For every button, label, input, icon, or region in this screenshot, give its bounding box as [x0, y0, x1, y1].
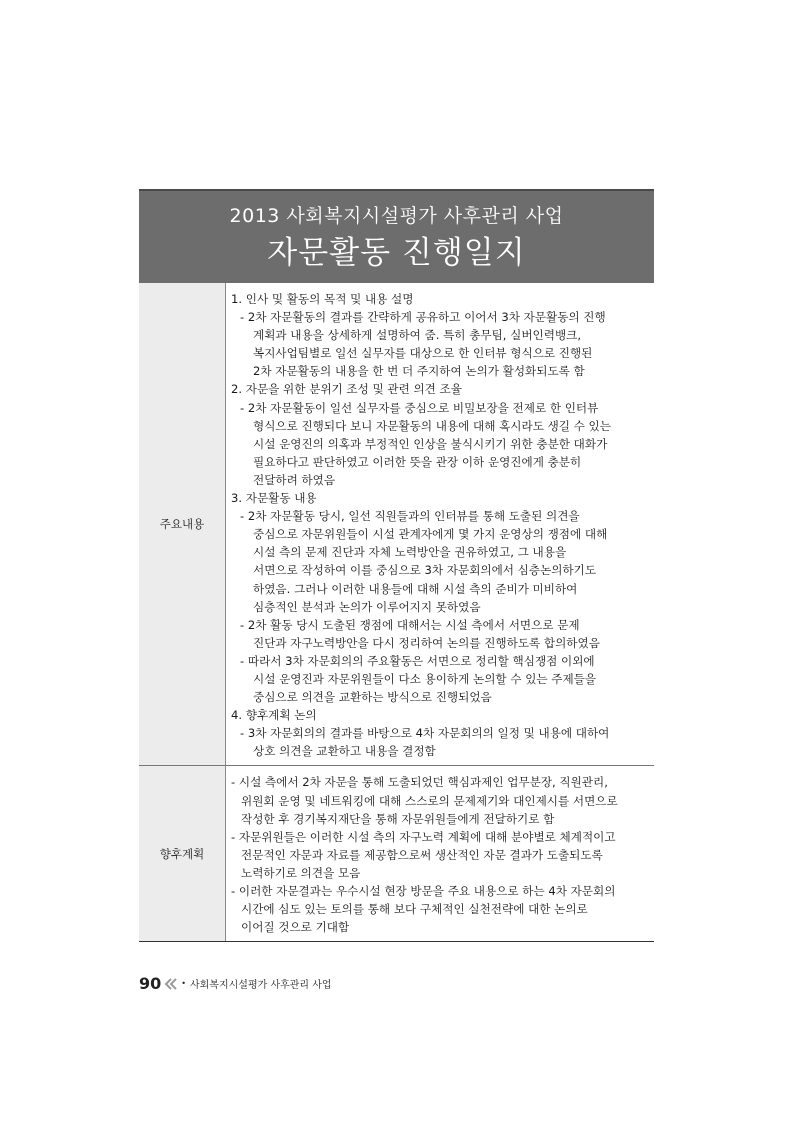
bullet-line: - 2차 자문활동이 일선 실무자를 중심으로 비밀보장을 전제로 한 인터뷰 [240, 400, 599, 415]
continuation-line: 시설 측의 문제 진단과 자체 노력방안을 권유하였고, 그 내용을 [253, 545, 567, 560]
continuation-line: 중심으로 자문위원들이 시설 관계자에게 몇 가지 운영상의 쟁점에 대해 [253, 527, 608, 542]
continuation-line: 시간에 심도 있는 토의를 통해 보다 구체적인 실천전략에 대한 논의로 [241, 902, 588, 917]
section-heading-line: 4. 향후계획 논의 [231, 708, 317, 723]
continuation-line: 진단과 자구노력방안을 다시 정리하여 논의를 진행하도록 합의하였음 [253, 635, 600, 650]
continuation-line: 필요하다고 판단하였고 이러한 뜻을 관장 이하 운영진에게 충분히 [253, 454, 582, 469]
continuation-line: 전문적인 자문과 자료를 제공함으로써 생산적인 자문 결과가 도출되도록 [241, 847, 603, 862]
section-heading-line: 2. 자문을 위한 분위기 조성 및 관련 의견 조율 [231, 382, 462, 397]
continuation-line: 중심으로 의견을 교환하는 방식으로 진행되었음 [253, 690, 492, 705]
continuation-line: 심층적인 분석과 논의가 이루어지지 못하였음 [253, 599, 481, 614]
bullet-line: - 2차 자문활동 당시, 일선 직원들과의 인터뷰를 통해 도출된 의견을 [240, 509, 580, 524]
continuation-line: 작성한 후 경기복지재단을 통해 자문위원들에게 전달하기로 함 [241, 811, 555, 826]
bullet-line: - 자문위원들은 이러한 시설 측의 자구노력 계획에 대해 분야별로 체계적이고 [231, 829, 616, 844]
section-label-main: 주요내용 [139, 283, 226, 766]
bullet-line: - 2차 활동 당시 도출된 쟁점에 대해서는 시설 측에서 서면으로 문제 [240, 617, 580, 632]
section-body-plan [226, 766, 655, 942]
section-heading-line: 3. 자문활동 내용 [231, 491, 317, 506]
continuation-line: 복지사업팀별로 일선 실무자를 대상으로 한 인터뷰 형식으로 진행된 [253, 346, 593, 361]
double-chevron-left-icon [164, 977, 178, 991]
continuation-line: 시설 운영진과 자문위원들이 다소 용이하게 논의할 수 있는 주제들을 [253, 671, 597, 686]
continuation-line: 형식으로 진행되다 보니 자문활동의 내용에 대해 혹시라도 생길 수 있는 [253, 418, 611, 433]
header-title: 자문활동 진행일지 [267, 235, 526, 271]
section-label-plan: 향후계획 [139, 766, 226, 942]
publication-name: 사회복지시설평가 사후관리 사업 [189, 980, 332, 991]
continuation-line: 서면으로 작성하여 이를 중심으로 3차 자문회의에서 심층논의하기도 [253, 563, 597, 578]
section-row-plan [139, 766, 654, 942]
continuation-line: 위원회 운영 및 네트워킹에 대해 스스로의 문제제기와 대인제시를 서면으로 [241, 793, 618, 808]
journal-sheet [139, 189, 654, 942]
section-row-main [139, 283, 654, 766]
bullet-line: - 이러한 자문결과는 우수시설 현장 방문을 주요 내용으로 하는 4차 자문회의 [231, 884, 616, 898]
continuation-line: 하였음. 그러나 이러한 내용들에 대해 시설 측의 준비가 미비하여 [253, 581, 578, 596]
continuation-line: 계획과 내용을 상세하게 설명하여 줌. 특히 총무팀, 실버인력뱅크, [253, 328, 582, 343]
continuation-line: 노력하기로 의견을 모음 [241, 865, 361, 880]
header-banner [139, 189, 654, 283]
page-number: 90 [139, 974, 162, 993]
continuation-line: 전달하려 하였음 [253, 472, 336, 487]
section-heading-line: 1. 인사 및 활동의 목적 및 내용 설명 [231, 292, 414, 306]
continuation-line: 상호 의견을 교환하고 내용을 결정함 [253, 744, 436, 759]
bullet-line: - 따라서 3차 자문회의의 주요활동은 서면으로 정리할 핵심쟁점 이외에 [240, 653, 595, 668]
page-footer [139, 974, 332, 993]
bullet-line: - 3차 자문회의의 결과를 바탕으로 4차 자문회의의 일정 및 내용에 대하여 [240, 726, 610, 741]
continuation-line: 2차 자문활동의 내용을 한 번 더 주지하여 논의가 활성화되도록 함 [253, 364, 585, 379]
journal-table [139, 283, 654, 942]
section-body-main [226, 283, 655, 766]
bullet-line: - 2차 자문활동의 결과를 간략하게 공유하고 이어서 3차 자문활동의 진행 [240, 310, 606, 325]
continuation-line: 시설 운영진의 의혹과 부정적인 인상을 불식시키기 위한 충분한 대화가 [253, 436, 608, 451]
header-subtitle: 2013 사회복지시설평가 사후관리 사업 [229, 205, 564, 227]
bullet-line: - 시설 측에서 2차 자문을 통해 도출되었던 핵심과제인 업무분장, 직원관리, [231, 775, 608, 790]
continuation-line: 이어질 것으로 기대함 [241, 920, 350, 935]
footer-bullet: • [181, 979, 186, 988]
